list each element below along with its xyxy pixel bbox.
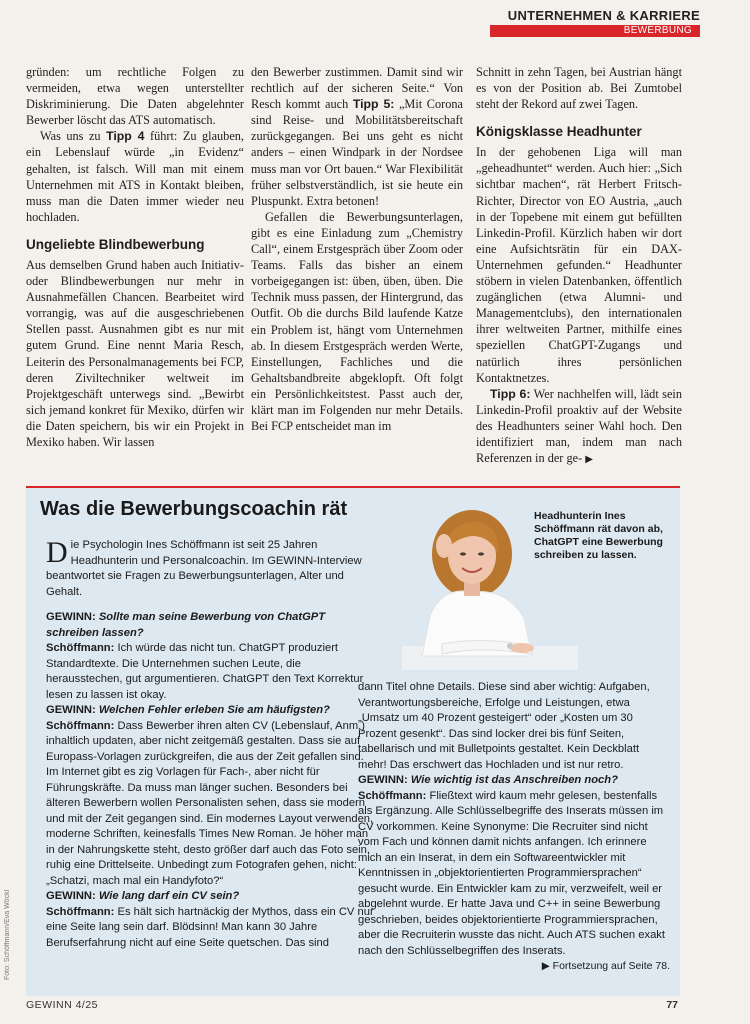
text-span: Dass Bewerber ihren alten CV (Lebenslauf, Anm.) inhaltlich updaten, aber nicht zeitgemäß gestalten. Dass sie auf Europass-Vorlagen zurückgreifen, die aus der Zeit gefallen sind. Im Internet gibt es zig Vorlagen für Fach-, aber nicht für Führungskräfte. Da muss man länger suchen. Besonders bei älteren Bewerbern wollen Personalisten sehen, dass sie modern und mit der Zeit gegangen sind. Ein modernes Layout verwenden, moderne Schriften, keinesfalls Times New Roman. Je höher man in der Nahrungskette steht, desto größer darf auch das Foto sein, ruhig eine Drittelseite. Unbedingt zum Fotografen gehen, nicht: „Schatzi, mach mal ein Handyfoto?“ <box>46 719 374 887</box>
continue-arrow-icon: ▶ <box>585 454 593 466</box>
text-span: Wer nachhelfen will, lädt sein Linkedin-Profil proaktiv auf der Website des Headhunters seiner Wahl hoch. Den identifiziert man, indem man nach Referenzen in der ge- <box>476 386 682 466</box>
text-span: Wie wichtig ist das Anschreiben noch? <box>407 774 618 786</box>
answer <box>46 641 378 703</box>
paragraph: Schnitt in zehn Tagen, bei Austrian hängt es von der Position ab. Bei Zumtobel steht der Rekord auf zwei Tagen. <box>476 65 682 112</box>
answer <box>46 719 378 890</box>
text-span: Welchen Fehler erleben Sie am häufigsten? <box>95 704 330 716</box>
text-span: Wie lang darf ein CV sein? <box>95 890 240 902</box>
question <box>358 773 670 789</box>
article-column-1 <box>26 64 244 450</box>
paragraph: dann Titel ohne Details. Diese sind aber wichtig: Aufgaben, Verantwortungsbereiche, Erfolge und Leistungen, etwa „Umsatz um 40 Prozent gesteigert“ oder „Kosten um 30 Prozent gesenkt“. Das sind locker drei bis fünf Seiten, tabellarisch und mit Bulletpoints gestaltet. Kein Deckblatt mehr! Das erschwert das Hochladen und ist nur retro. <box>358 681 650 771</box>
page-number: 77 <box>666 999 678 1011</box>
speaker: GEWINN: <box>46 704 96 716</box>
text-span: führt: Zu glauben, ein Lebenslauf würde „in Evidenz“ gehalten, ist falsch. Will man mit einem Unternehmen mit ATS in Kontakt bleiben, muss man die Daten immer wieder neu hochladen. <box>26 129 245 224</box>
paragraph <box>476 386 682 468</box>
interview-box <box>26 486 680 996</box>
paragraph: In der gehobenen Liga will man „geheadhuntet“ werden. Auch hier: „Sich sichtbar machen“, rät Herbert Fritsch-Richter, Director von EO Austria, „auch in der Topebene mit einem gut befüllten Linkedin-Profil. Kürzlich haben wir dort eine Aufsichtsrätin für ein DAX-Unternehmen gefunden.“ Headhunter stöbern in vielen Datenbanken, öffentlich zugänglichen (etwa Alumni- und Managementclubs), den internationalen ihrer weltweiten Partner, mithilfe eines speziellen ChatGPT-Zugangs und natürlich ihres persönlichen Kontaktnetzes. <box>476 145 682 385</box>
drop-cap: D <box>46 536 68 569</box>
answer <box>358 789 670 960</box>
interview-column-1 <box>46 538 378 951</box>
lead-paragraph <box>46 538 378 600</box>
paragraph <box>251 64 463 209</box>
issue-label: GEWINN 4/25 <box>26 999 99 1011</box>
speaker: Schöffmann: <box>46 642 115 654</box>
photo-credit: Foto: Schöffmann/Eva Wöckl <box>4 889 11 980</box>
paragraph: Gefallen die Bewerbungsunterlagen, gibt es eine Einladung zum „Chemistry Call“, einem Erstgespräch über Zoom oder Teams. Falls das bisher an einem vorbeigegangen ist: üben, üben, üben. Die Technik muss passen, der Hintergrund, das Outfit. Ob die durchs Bild laufende Katze ein Problem ist, hängt vom Unternehmen ab. In diesem Erstgespräch werden Werte, Einstellungen, Fachliches und die Gehaltsbandbreite abgeklopft. Oft folgt ein Persönlichkeitstest. Passt auch der, klärt man im Folgenden nur mehr Details. Bei FCP entscheidet man im <box>251 209 463 434</box>
tip-label: Tipp 6: <box>490 386 531 401</box>
section-subtitle: BEWERBUNG <box>490 25 700 37</box>
speaker: Schöffmann: <box>46 719 115 732</box>
text-span: Was uns zu <box>40 129 107 144</box>
box-title: Was die Bewerbungscoachin rät <box>40 498 348 520</box>
question <box>46 610 378 641</box>
interview-column-2 <box>358 680 670 975</box>
text-span: Sollte man seine Bewerbung von ChatGPT schreiben lassen? <box>46 611 326 639</box>
answer <box>46 905 378 952</box>
speaker: GEWINN: <box>46 890 96 902</box>
photo-caption: Headhunterin Ines Schöffmann rät davon ab, ChatGPT eine Bewerbung schreiben zu lassen. <box>534 510 663 561</box>
subheading: Ungeliebte Blindbewerbung <box>26 236 205 252</box>
article-column-3 <box>476 64 682 468</box>
continuation-link[interactable]: ▶ Fortsetzung auf Seite 78. <box>541 960 670 972</box>
text-span: den Bewerber zustimmen. Damit sind wir rechtlich auf der sicheren Seite.“ Von Resch kommt auch <box>251 65 463 112</box>
speaker: Schöffmann: <box>46 905 115 918</box>
text-span: Fließtext wird kaum mehr gelesen, bestenfalls als Ergänzung. Alle Schlüsselbegriffe des Inserats müssen im CV vorkommen. Keine Synonyme: Die Recruiter sind nicht vom Fach und können damit nichts anfangen. Ich erinnere mich an ein Inserat, in dem ein Softwareentwickler mit Kenntnissen in „objektorientierten Programmiersprachen“ gesucht wurde. Ein Entwickler kam zu mir, verzweifelt, weil er abgelehnt wurde. Er hatte Java und C++ in seine Bewerbung geschrieben, beides objektorientierte Programmiersprachen, aber die Recruiterin wusste das nicht. Auch ATS suchen exakt nach den Schlüsselbegriffen des Inserats. <box>358 789 665 957</box>
paragraph: gründen: um rechtliche Folgen zu vermeiden, etwa wegen unterstellter Diskriminierung. Die Daten abgelehnter Bewerber löscht das ATS automatisch. <box>26 65 244 128</box>
text-span: Es hält sich hartnäckig der Mythos, dass ein CV nur eine Seite lang sein darf. Blödsinn! Man kann 30 Jahre Berufserfahrung nicht auf eine Seite quetschen. Das sind <box>46 905 374 949</box>
section-rubric <box>490 8 700 37</box>
article-column-2 <box>251 64 463 434</box>
subheading: Königsklasse Headhunter <box>476 124 642 140</box>
question <box>46 889 378 905</box>
tip-label: Tipp 4 <box>106 129 145 144</box>
section-title: UNTERNEHMEN & KARRIERE <box>507 8 700 23</box>
speaker: GEWINN: <box>46 611 96 623</box>
question <box>46 703 378 719</box>
tip-label: Tipp 5: <box>352 97 395 112</box>
speaker: GEWINN: <box>358 774 408 786</box>
text-span: Ich würde das nicht tun. ChatGPT produziert Standardtexte. Die Unternehmen suchen Leute, die herausstechen, gut argumentieren. ChatGPT den Text Korrektur lesen zu lassen ist okay. <box>46 642 364 701</box>
text-span: „Mit Corona sind Reise- und Mobilitätsbereitschaft zurückgegangen. Bei uns geht es nicht anders – einen Windpark in der Nordsee muss man vor Ort bauen.“ War Flexibilität früher selbstverständlich, ist sie heute ein Pluspunkt. Extra betonen! <box>251 97 463 208</box>
speaker: Schöffmann: <box>358 789 427 802</box>
text-span: ie Psychologin Ines Schöffmann ist seit 25 Jahren Headhunterin und Personalcoachin. Im GEWINN-Interview beantwortet sie Fragen zu Bewerbungsunterlagen, Alter und Gehalt. <box>46 539 362 598</box>
paragraph: Aus demselben Grund haben auch Initiativ- oder Blindbewerbungen nur mehr in Ausnahmefällen Chancen. Bearbeitet wird vorrangig, was auf die ausgeschriebenen Stellen passt. Ausnahmen gibt es nur mit gutem Grund. Eine nennt Maria Resch, Leiterin des Personalmanagements bei FCP, deren Ziviltechniker weltweit im Projektgeschäft unterwegs sind. „Bewirbt sich jemand konkret für Mexiko, dürfen wir die Daten speichern, bis wir ein Projekt in Mexiko haben. Wir lassen <box>26 257 244 449</box>
paragraph <box>26 128 244 225</box>
